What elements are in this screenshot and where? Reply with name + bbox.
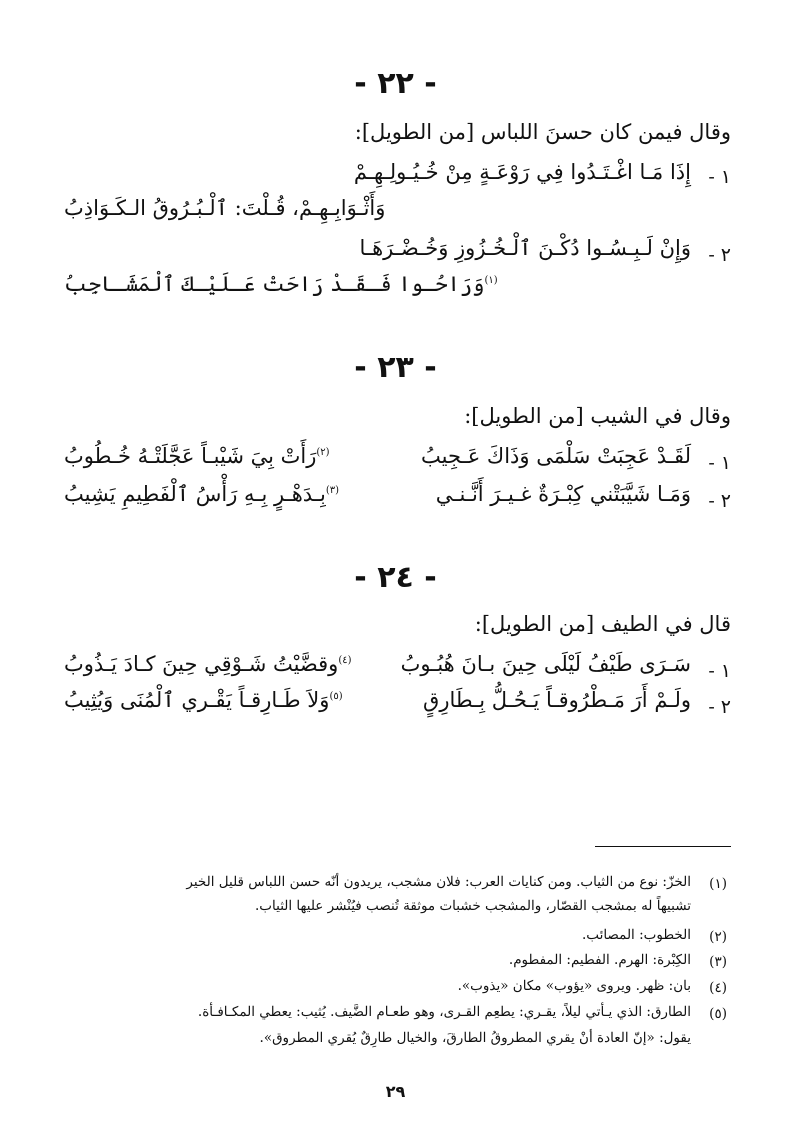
verse-number: ٢ -	[708, 696, 731, 718]
footnote-ref: (٥)	[329, 691, 343, 702]
section-heading: - ٢٣ -	[354, 350, 437, 385]
verse-hemistich	[64, 444, 330, 468]
footnote-ref: (٢)	[316, 447, 330, 458]
verse-text: وَلاَ طَـارِقـاً يَقْـري ٱلْمُنَى وَيُثِيبُ	[64, 688, 330, 712]
verse-number: ١ -	[708, 452, 731, 474]
footnote-text: بان: ظهر. ويروى «يؤوب» مكان «يذوب».	[457, 978, 691, 994]
verse-text: وقضَّيْتُ شَـوْقِي حِينَ كـادَ يَـذُوبُ	[64, 652, 339, 676]
section-intro: وقال في الشيب [من الطويل]:	[464, 404, 731, 428]
footnote-ref: (١)	[484, 275, 498, 286]
verse-hemistich: سَـرَى طَيْفُ لَيْلَى حِينَ بـانَ هُبُـوبُ	[400, 652, 691, 676]
verse-number: ٢ -	[708, 244, 731, 266]
footnote-text: الخزّ: نوع من الثياب. ومن كنايات العرب: فلان مشجب، يريدون أنّه حسن اللباس قليل الخير	[186, 874, 691, 890]
verse-text: رَأَتْ بِيَ شَيْبـاً عَجَّلَتْـهُ خُـطُوبُ	[64, 444, 317, 468]
footnote-text: الكِبْرة: الهرم. الفطيم: المفطوم.	[508, 952, 691, 968]
verse-text: بِـدَهْـرٍ بِـهِ رَأْسُ ٱلْفَطِيمِ يَشِيبُ	[64, 482, 326, 506]
footnote-number: (٢)	[709, 929, 727, 945]
verse-hemistich: وَإِنْ لَـبِـسُـوا دُكْـنَ ٱلْـخُـزُوزِ وَخُـضْـرَهَـا	[359, 236, 691, 260]
footnote-number: (١)	[709, 876, 727, 892]
page-number: ٢٩	[385, 1082, 406, 1101]
verse-hemistich	[64, 482, 339, 506]
verse-text: وَرَاحُـوا فَـقَـدْ رَاحَتْ عَـلَيْـكَ ٱلْمَشَـاجِبُ	[64, 272, 485, 296]
verse-hemistich: إِذَا مَـا اغْـتَـدُوا فِي رَوْعَـةٍ مِنْ خُـيُـولِـهِـمْ	[353, 160, 691, 184]
footnote-text: الخطوب: المصائب.	[582, 927, 691, 943]
section-intro: قال في الطيف [من الطويل]:	[474, 612, 731, 636]
verse-number: ١ -	[708, 166, 731, 188]
footnote-text: تشبيهاً له بمشجب القصّار، والمشجب خشبات موثقة تُنصب فيُنْشر عليها الثياب.	[255, 898, 691, 914]
verse-hemistich	[64, 652, 352, 676]
verse-hemistich: ولَـمْ أَرَ مَـطْرُوقـاً يَـحُـلُّ بِـطَارِقٍ	[423, 688, 691, 712]
footnote-text: الطارق: الذي يـأتي ليلاً، يقـري: يطعِم القـرى، وهو طعـام الضَّيف. يُثيب: يعطي المكـافـأة.	[197, 1004, 691, 1020]
section-intro: وقال فيمن كان حسنَ اللباس [من الطويل]:	[354, 120, 731, 144]
verse-hemistich: لَقَـدْ عَجِبَتْ سَلْمَى وَذَاكَ عَـجِيبُ	[421, 444, 691, 468]
verse-hemistich	[64, 688, 343, 712]
footnote-number: (٥)	[709, 1006, 727, 1022]
footnote-number: (٤)	[709, 980, 727, 996]
footnote-number: (٣)	[709, 954, 727, 970]
footnote-text: يقول: «إنّ العادة أنْ يقري المطروقُ الطارقَ، والخيال طارِقٌ يُقري المطروق».	[259, 1030, 691, 1046]
verse-hemistich: وَأَثْـوَابِـهِـمْ، قُـلْتَ: ٱلْـبُـرُوقُ الـكَـوَاذِبُ	[64, 196, 386, 220]
verse-hemistich	[64, 272, 498, 296]
section-heading: - ٢٤ -	[354, 560, 437, 595]
verse-hemistich: وَمَـا شَيَّبَتْني كِبْـرَةٌ غـيـرَ أَنَّـنـي	[435, 482, 691, 506]
footnote-ref: (٤)	[338, 655, 352, 666]
verse-number: ١ -	[708, 660, 731, 682]
footnote-divider	[595, 846, 731, 847]
footnote-ref: (٣)	[325, 485, 339, 496]
verse-number: ٢ -	[708, 490, 731, 512]
section-heading: - ٢٢ -	[354, 66, 437, 101]
